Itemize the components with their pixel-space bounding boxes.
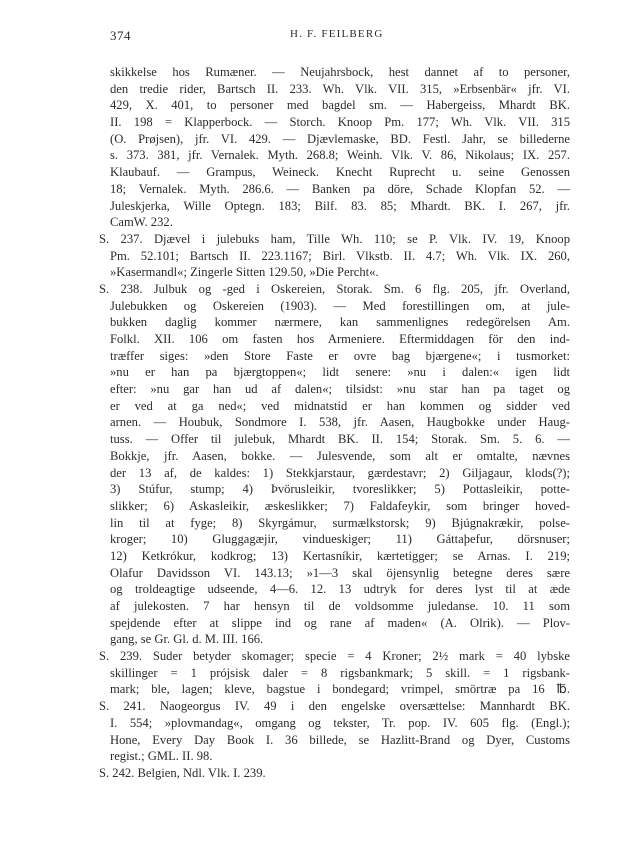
- body-text: [99, 64, 570, 782]
- section-entry-242: S. 242. Belgien, Ndl. Vlk. I. 239.: [99, 765, 266, 780]
- text-line: kroger; 10) Gluggagæjir, vindueskiger; 11) Gáttaþefur, dörsnuser;: [110, 532, 570, 547]
- text-line: lin til at fyge; 8) Skyrgámur, surmælkstorsk; 9) Bjúgnakrækir, polse-: [110, 515, 570, 530]
- text-line: skillinger = 1 prójsisk daler = 8 rigsbankmark; 5 skill. = 1 rigsbank-: [110, 665, 570, 680]
- section-entry-238: S. 238. Julbuk og -ged i Oskereien, Storak. Sm. 6 flg. 205, jfr. Overland,: [99, 281, 570, 296]
- text-line: gang, se Gr. Gl. d. M. III. 166.: [110, 632, 264, 647]
- text-line: bukken daglig kommer nærmere, kan sammenlignes redegörelsen Am.: [110, 315, 570, 330]
- text-line: der 13 af, de kaldes: 1) Stekkjarstaur, gærdestavr; 2) Giljagaur, klods(?);: [110, 465, 570, 480]
- section-entry-237: S. 237. Djævel i julebuks ham, Tille Wh. 110; se P. Vlk. IV. 19, Knoop: [99, 231, 570, 246]
- text-line: »Kasermandl«; Zingerle Sitten 129.50, »Die Percht«.: [110, 265, 379, 280]
- text-line: I. 554; »plovmandag«, omgang og tekster, Tr. pop. IV. 605 flg. (Engl.);: [110, 715, 570, 730]
- text-line: Julebukken og Oskereien (1903). — Med forestillingen om, at jule-: [110, 298, 570, 313]
- text-line: tuss. — Offer til julebuk, Mhardt BK. II. 154; Storak. Sm. 5. 6. —: [110, 432, 570, 447]
- text-line: og troldeagtige udseende, 4—6. 12. 13 udtryk for deres lyst til at æde: [110, 582, 570, 597]
- text-line: 429, X. 401, to personer med bagdel sm. — Habergeiss, Mhardt BK.: [110, 98, 570, 113]
- text-line: slikker; 6) Askasleikir, æskeslikker; 7) Faldafeykir, som bringer hoved-: [110, 498, 570, 513]
- text-line: s. 373. 381, jfr. Vernalek. Myth. 268.8; Weinh. Vlk. V. 86, Nikolaus; IX. 257.: [110, 148, 570, 163]
- text-line: II. 198 = Klapperbock. — Storch. Knoop Pm. 177; Wh. Vlk. VII. 315: [110, 115, 570, 130]
- text-line: Bokkje, jfr. Aasen, bokke. — Julesvende, som alt er omtalte, nævnes: [110, 448, 570, 463]
- text-line: regist.; GML. II. 98.: [110, 749, 213, 764]
- page-header: [110, 28, 570, 48]
- text-line: Klaubauf. — Grampus, Weineck. Knecht Ruprecht u. seine Genossen: [110, 165, 570, 180]
- text-line: spejdende efter at slippe ind og rane af maden« (A. Olrik). — Plov-: [110, 615, 570, 630]
- text-line: mark; ble, lagen; kleve, bagstue i bondegard; vrimpel, smörtræ pa 16 ℔.: [110, 682, 570, 697]
- text-line: af julekosten. 7 har hensyn til de voldsomme juledanse. 10. 11 som: [110, 599, 570, 613]
- text-line: 3) Stúfur, stump; 4) Þvörusleikir, tvoreslikker; 5) Pottasleikir, potte-: [110, 482, 570, 497]
- text-line: den tredie rider, Bartsch II. 233. Wh. Vlk. VII. 315, »Erbsenbär« jfr. VI.: [110, 81, 570, 96]
- text-line: Folkl. XII. 106 om fasten hos Armeniere. Eftermiddagen för den ind-: [110, 332, 570, 346]
- text-line: arnen. — Houbuk, Sondmore I. 538, jfr. Aasen, Haugbokke under Haug-: [110, 415, 570, 430]
- text-line: (O. Prøjsen), jfr. VI. 429. — Djævlemaske, BD. Festl. Jahr, se billederne: [110, 131, 570, 146]
- section-entry-241: S. 241. Naogeorgus IV. 49 i den engelske oversættelse: Mannhardt BK.: [99, 699, 570, 714]
- text-line: skikkelse hos Rumæner. — Neujahrsbock, hest dannet af to personer,: [110, 65, 570, 79]
- text-line: er ved at ga ned«; ved midnatstid er han kommen og sidder ved: [110, 398, 570, 413]
- text-line: 12) Ketkrókur, kodkrog; 13) Kertasníkir, kærtetigger; se Arnas. I. 219;: [110, 548, 570, 563]
- text-line: 18; Vernalek. Myth. 286.6. — Banken pa döre, Schade Klopfan 52. —: [110, 181, 570, 196]
- text-line: efter: »nu gar han ud af dalen«; tilsidst: »nu star han pa taget og: [110, 382, 570, 397]
- running-head: H. F. FEILBERG: [290, 28, 384, 40]
- text-line: CamW. 232.: [110, 215, 173, 230]
- text-line: Olafur Davidsson VI. 143.13; »1—3 skal öjensynlig betegne deres sære: [110, 565, 570, 580]
- text-line: »nu er han pa bjærgtoppen«; lidt senere: »nu i dalen:« igen lidt: [110, 365, 570, 380]
- text-line: Juleskjerka, Wille Optegn. 183; Bilf. 83. 85; Mhardt. BK. I. 267, jfr.: [110, 198, 570, 213]
- text-line: Pm. 52.101; Bartsch II. 223.1167; Birl. Vlkstb. II. 4.7; Wh. Vlk. IX. 260,: [110, 248, 570, 263]
- text-line: træffer siges: »den Store Faste er ovre bag bjærgene«; i tusmorket:: [110, 348, 570, 363]
- section-entry-239: S. 239. Suder betyder skomager; specie = 4 Kroner; 2½ mark = 40 lybske: [99, 649, 570, 664]
- text-line: Hone, Every Day Book I. 36 billede, se Hazlitt-Brand og Dyer, Customs: [110, 732, 570, 747]
- page-number: 374: [110, 28, 131, 43]
